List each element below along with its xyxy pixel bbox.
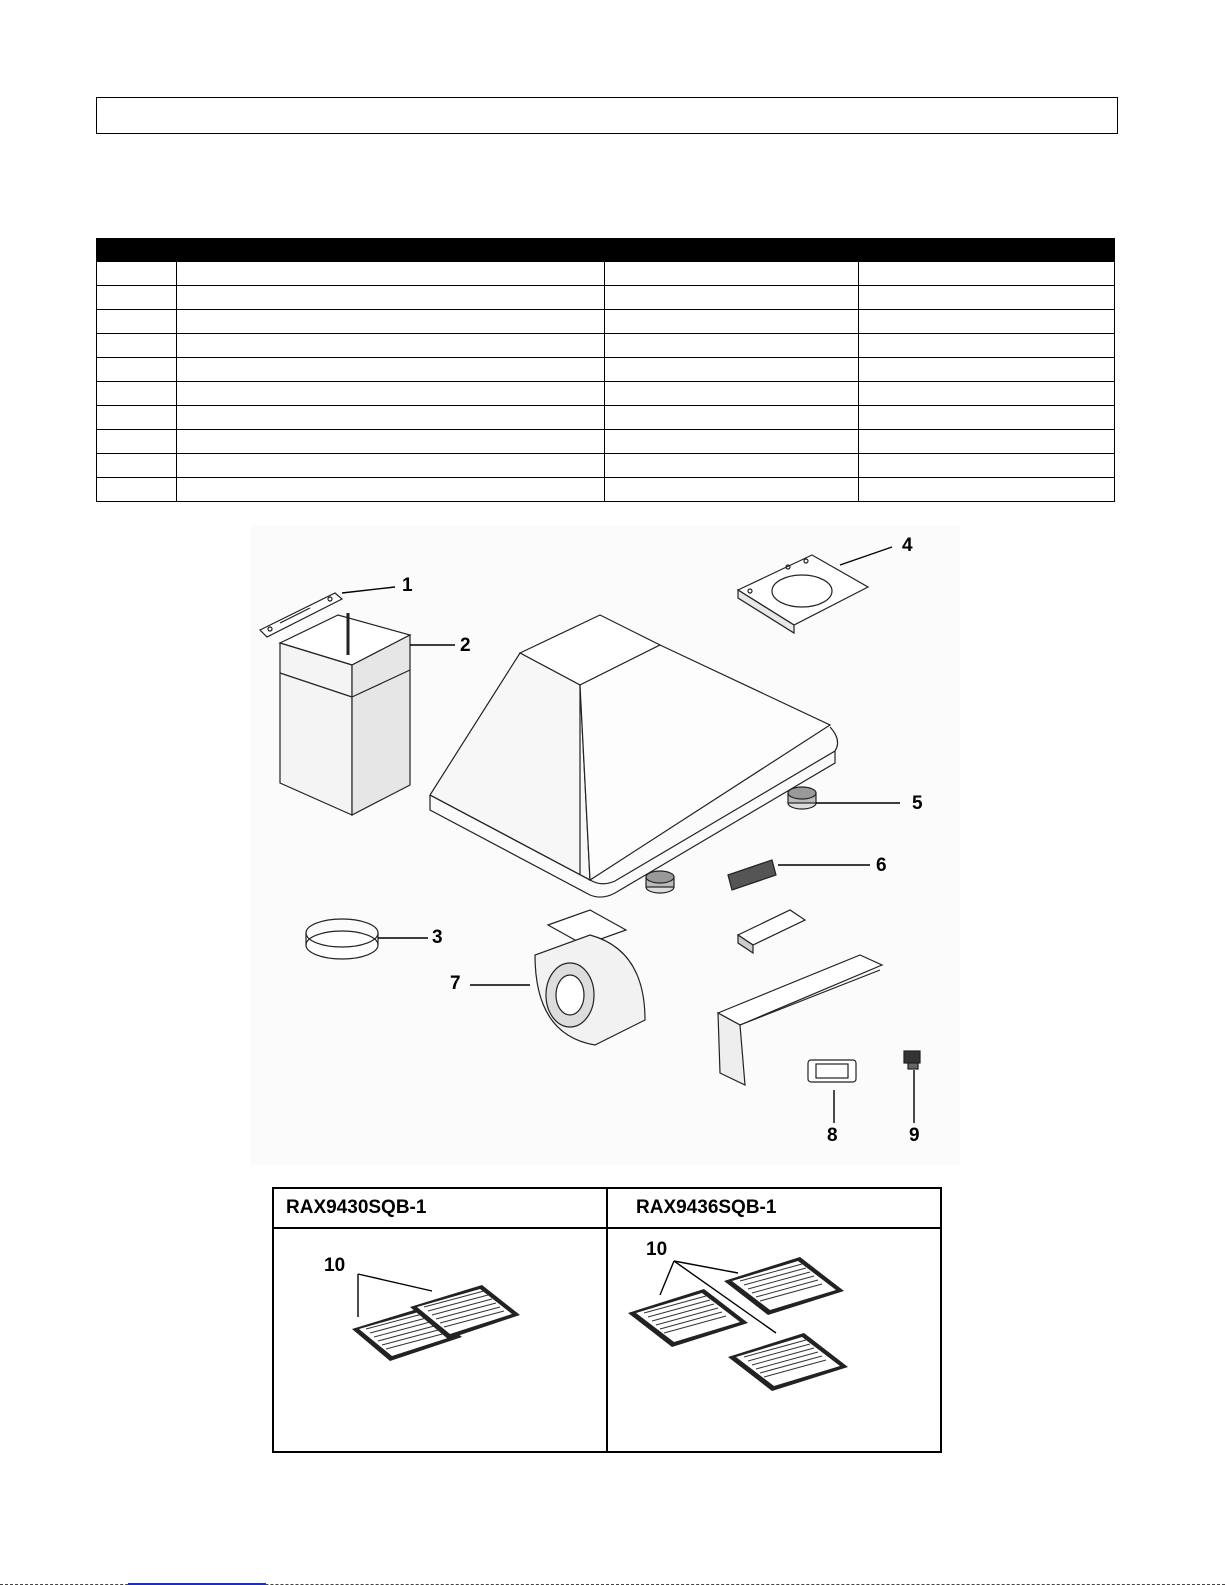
table-cell — [97, 286, 177, 310]
header-cell — [177, 239, 605, 262]
table-cell — [177, 262, 605, 286]
model-label-left: RAX9430SQB-1 — [273, 1188, 607, 1228]
model-label-right: RAX9436SQB-1 — [607, 1188, 941, 1228]
table-cell — [177, 430, 605, 454]
table-cell — [97, 406, 177, 430]
table-row — [97, 334, 1115, 358]
table-cell — [605, 406, 859, 430]
grease-filter-icon — [728, 1333, 848, 1391]
parts-list-table — [96, 238, 1115, 502]
table-cell — [605, 478, 859, 502]
table-cell — [177, 478, 605, 502]
table-cell — [97, 310, 177, 334]
three-filters-illustration — [608, 1229, 938, 1447]
callout-3: 3 — [432, 927, 443, 948]
callout-1: 1 — [402, 575, 413, 596]
table-cell — [605, 310, 859, 334]
table-cell — [859, 430, 1115, 454]
callout-4: 4 — [902, 535, 913, 556]
table-cell — [605, 358, 859, 382]
table-row — [97, 262, 1115, 286]
grease-filter-icon — [724, 1257, 844, 1315]
table-cell — [859, 382, 1115, 406]
table-cell — [177, 334, 605, 358]
callout-2: 2 — [460, 635, 471, 656]
filter-cell-two — [273, 1228, 607, 1452]
callout-6: 6 — [876, 855, 887, 876]
callout-5: 5 — [912, 793, 923, 814]
callout-layer — [250, 525, 960, 1165]
table-cell — [177, 454, 605, 478]
table-cell — [859, 358, 1115, 382]
filter-cell-three — [607, 1228, 941, 1452]
header-cell — [859, 239, 1115, 262]
table-cell — [859, 334, 1115, 358]
table-cell — [859, 478, 1115, 502]
table-cell — [605, 430, 859, 454]
table-cell — [97, 334, 177, 358]
grease-filter-icon — [628, 1289, 748, 1347]
callout-10-right: 10 — [646, 1239, 668, 1260]
table-row — [97, 454, 1115, 478]
table-cell — [859, 406, 1115, 430]
table-row — [97, 286, 1115, 310]
table-cell — [177, 310, 605, 334]
table-row — [97, 478, 1115, 502]
table-cell — [97, 382, 177, 406]
table-cell — [97, 262, 177, 286]
table-cell — [97, 430, 177, 454]
table-cell — [177, 406, 605, 430]
callout-8: 8 — [827, 1125, 838, 1146]
callout-7: 7 — [450, 973, 461, 994]
table-row — [97, 310, 1115, 334]
filter-models-table — [272, 1187, 942, 1453]
header-cell — [605, 239, 859, 262]
callout-9: 9 — [909, 1125, 920, 1146]
table-row — [97, 382, 1115, 406]
table-cell — [97, 454, 177, 478]
table-row — [97, 358, 1115, 382]
table-cell — [605, 382, 859, 406]
table-cell — [859, 310, 1115, 334]
callout-10-left: 10 — [324, 1255, 346, 1276]
table-cell — [97, 478, 177, 502]
title-box — [96, 97, 1118, 134]
table-cell — [859, 262, 1115, 286]
table-cell — [177, 358, 605, 382]
table-row — [97, 430, 1115, 454]
table-cell — [859, 454, 1115, 478]
table-cell — [859, 286, 1115, 310]
table-cell — [605, 286, 859, 310]
table-row — [97, 406, 1115, 430]
table-header-row — [97, 239, 1115, 262]
table-cell — [177, 286, 605, 310]
table-cell — [97, 358, 177, 382]
table-cell — [605, 334, 859, 358]
table-cell — [605, 454, 859, 478]
header-cell — [97, 239, 177, 262]
table-cell — [177, 382, 605, 406]
table-cell — [605, 262, 859, 286]
